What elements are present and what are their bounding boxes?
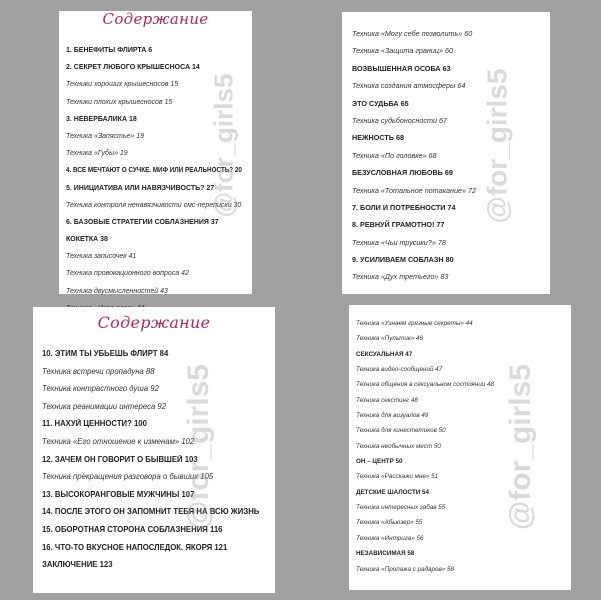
toc-chapter: 4. ВСЕ МЕЧТАЮТ О СУЧКЕ. МИФ ИЛИ РЕАЛЬНОСТЬ? 20 [66, 165, 242, 175]
toc-technique: Техника провокационного вопроса 42 [66, 268, 189, 278]
toc-chapter: 16. ЧТО-ТО ВКУСНОЕ НАПОСЛЕДОК. ЯКОРЯ 121 [42, 542, 228, 552]
toc-technique: Техника необычных мест 50 [356, 442, 441, 450]
toc-chapter: 8. РЕВНУЙ ГРАМОТНО! 77 [352, 220, 445, 230]
toc-technique: Техника контрастного душа 92 [42, 384, 159, 394]
toc-technique: Техника «Дух третьего» 83 [352, 272, 449, 282]
toc-technique: Техника для кинестетиков 50 [356, 427, 446, 435]
toc-chapter: НЕЖНОСТЬ 68 [352, 133, 404, 143]
page-2 [342, 12, 550, 294]
toc-chapter: БЕЗУСЛОВНАЯ ЛЮБОВЬ 69 [352, 168, 453, 178]
toc-technique: Техника видео-сообщений 47 [356, 366, 443, 374]
toc-chapter: 15. ОБОРОТНАЯ СТОРОНА СОБЛАЗНЕНИЯ 116 [42, 524, 223, 534]
toc-technique: Техника создания атмосферы 64 [352, 81, 466, 91]
toc-chapter: 2. СЕКРЕТ ЛЮБОГО КРЫШЕСНОСА 14 [66, 62, 200, 72]
toc-technique: Техника «Его отношение к изменам» 102 [42, 436, 195, 446]
toc-technique: Техника реанимации интереса 92 [42, 401, 167, 411]
toc-chapter: СЕКСУАЛЬНАЯ 47 [356, 350, 413, 358]
toc-technique: Техника «По головке» 68 [352, 150, 437, 160]
toc-list [66, 41, 252, 316]
toc-chapter: 5. ИНИЦИАТИВА ИЛИ НАВЯЗЧИВОСТЬ? 27 [66, 182, 215, 192]
toc-chapter: 13. ВЫСОКОРАНГОВЫЕ МУЖЧИНЫ 107 [42, 489, 195, 499]
toc-list [352, 25, 550, 286]
toc-technique: Техника «Абьюзер» 55 [356, 519, 423, 527]
watermark: @for_girls5 [481, 68, 513, 224]
page-4 [349, 305, 571, 590]
toc-technique: Техника «Узнаем грязные секреты» 44 [356, 320, 473, 327]
toc-technique: Техника «Губы» 19 [66, 148, 128, 158]
toc-chapter: 11. НАХУЙ ЦЕННОСТИ? 100 [42, 419, 147, 429]
toc-technique: Техника контроля ненавязчивости смс-переписки 30 [66, 199, 242, 209]
watermark: @for_girls5 [208, 73, 239, 218]
toc-technique: Техника встречи пропадуна 88 [42, 366, 155, 376]
toc-technique: Техника двусмысленностей 43 [66, 285, 168, 295]
page-title: Содержание [102, 10, 209, 28]
toc-technique: Техники плохих крышесносов 15 [66, 96, 173, 106]
toc-list [356, 316, 571, 577]
toc-chapter: 6. БАЗОВЫЕ СТРАТЕГИИ СОБЛАЗНЕНИЯ 37 [66, 216, 219, 226]
toc-chapter: ОН – ЦЕНТР 50 [356, 458, 403, 466]
toc-technique: Техника прекращения разговора о бывших 105 [42, 472, 214, 482]
toc-chapter: ЗАКЛЮЧЕНИЕ 123 [42, 560, 113, 570]
toc-technique: Техника «Интрига» 56 [356, 534, 424, 542]
toc-list [42, 345, 275, 574]
toc-chapter: КОКЕТКА 38 [66, 234, 108, 244]
toc-chapter: 9. УСИЛИВАЕМ СОБЛАЗН 80 [352, 255, 454, 265]
toc-technique: Техника «Тотальное потакание» 72 [352, 185, 477, 195]
watermark: @for_girls5 [181, 364, 215, 530]
toc-chapter: НЕЗАВИСИМАЯ 58 [356, 550, 415, 558]
toc-technique: Техники хороших крышесносов 15 [66, 79, 179, 89]
toc-technique: Техника «Могу себе позволить» 60 [352, 29, 473, 38]
toc-technique: Техника записочек 41 [66, 251, 137, 261]
toc-technique: Техника «Запястье» 19 [66, 130, 145, 140]
watermark: @for_girls5 [503, 364, 537, 530]
page-title: Содержание [97, 313, 211, 332]
toc-technique: Техника «Пропажа с радаров» 58 [356, 565, 455, 573]
toc-chapter: 1. БЕНЕФИТЫ ФЛИРТА 6 [66, 45, 153, 54]
toc-chapter: 14. ПОСЛЕ ЭТОГО ОН ЗАПОМНИТ ТЕБЯ НА ВСЮ ЖИЗНЬ [42, 507, 260, 517]
toc-chapter: ДЕТСКИЕ ШАЛОСТИ 54 [356, 488, 430, 496]
toc-technique: Техника общения в сексуальном состоянии 48 [356, 381, 494, 389]
toc-technique: Техника «Расскажи мне» 51 [356, 473, 439, 481]
toc-chapter: 12. ЗАЧЕМ ОН ГОВОРИТ О БЫВШЕЙ 103 [42, 454, 198, 464]
page-1 [59, 11, 252, 294]
toc-technique: Техника «Пультик» 46 [356, 335, 424, 343]
toc-technique: Техника интересных забав 55 [356, 504, 446, 512]
toc-chapter: 10. ЭТИМ ТЫ УБЬЕШЬ ФЛИРТ 84 [42, 349, 169, 358]
toc-technique: Техника секстинг 48 [356, 396, 418, 404]
toc-chapter: 3. НЕВЕРБАЛИКА 18 [66, 113, 137, 123]
toc-technique: Техника для визуалов 49 [356, 412, 429, 420]
toc-technique: Техника «Чьи трусики?» 78 [352, 237, 446, 247]
toc-chapter: ЭТО СУДЬБА 65 [352, 98, 409, 108]
toc-technique: Техника «Защита границ» 60 [352, 46, 454, 56]
page-3 [33, 307, 275, 593]
toc-chapter: 7. БОЛИ И ПОТРЕБНОСТИ 74 [352, 202, 456, 212]
toc-chapter: ВОЗВЫШЕННАЯ ОСОБА 63 [352, 63, 451, 73]
toc-technique: Техника судьбоносности 67 [352, 115, 447, 125]
